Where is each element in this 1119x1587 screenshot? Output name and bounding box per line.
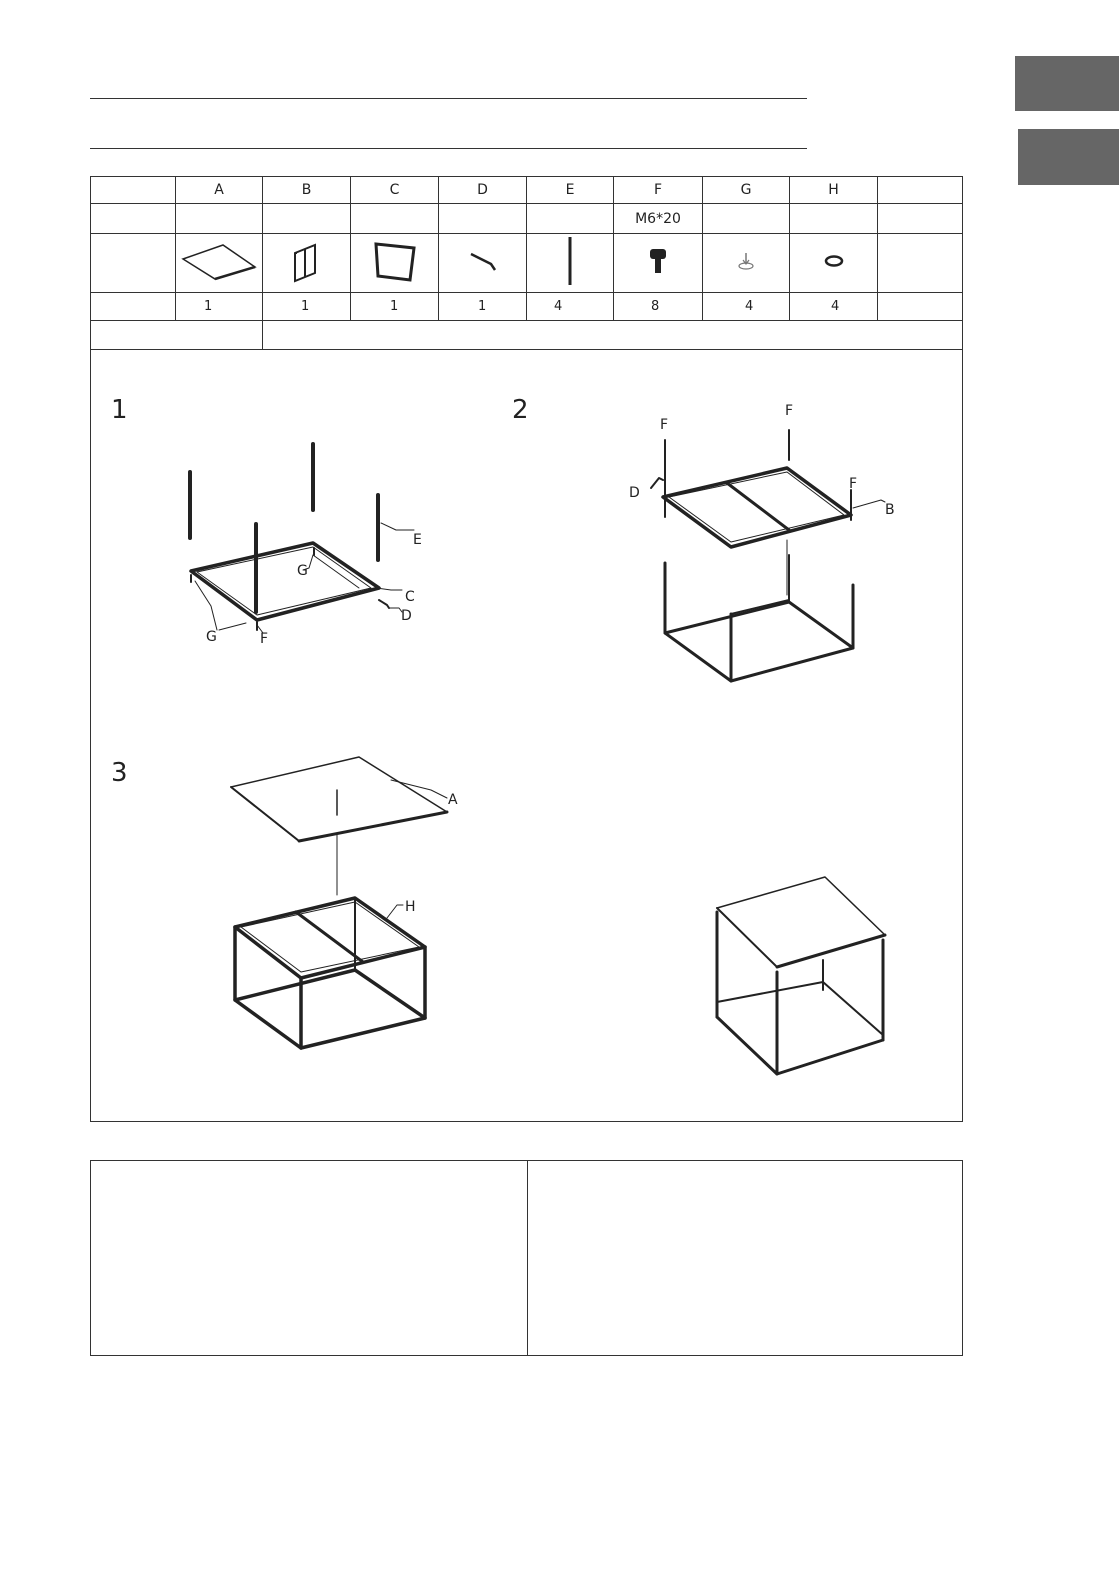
side-tab-upper[interactable] [1015,56,1119,111]
table-cell-empty [91,293,176,321]
allen-key-icon [463,246,503,276]
callout-h: H [405,899,416,915]
parts-icon-row [91,234,963,293]
notes-box [90,1160,963,1356]
part-spec [790,204,878,234]
tabletop-panel-icon [179,241,259,281]
assembly-drawing [91,350,962,1121]
callout-g-inner: G [297,563,308,579]
notes-divider [527,1161,528,1355]
table-cell-empty [91,177,176,204]
part-icon-cell [176,234,263,293]
header-rule-bottom [90,148,807,149]
part-spec [703,204,790,234]
step-2-illustration [651,430,885,681]
callout-f-right: F [849,476,858,492]
part-spec [439,204,527,234]
parts-quantity-row [91,293,963,321]
parts-table [90,176,963,350]
part-spec [351,204,439,234]
part-quantity: 1 [351,293,439,321]
part-quantity: 1 [439,293,527,321]
part-letter: B [263,177,351,204]
part-letter: F [614,177,703,204]
part-quantity: 1 [263,293,351,321]
pad-icon [822,253,846,269]
adjustable-foot-icon [734,249,758,273]
callout-d-step1: D [401,608,412,624]
part-quantity: 4 [703,293,790,321]
step-number-1: 1 [111,395,128,425]
bolt-icon [646,246,670,276]
side-tab-lower[interactable] [1018,129,1119,185]
part-letter: E [527,177,614,204]
table-cell-empty [878,234,963,293]
part-icon-cell [790,234,878,293]
part-icon-cell [527,234,614,293]
middle-frame-icon [287,239,327,283]
part-quantity: 1 [176,293,263,321]
callout-b: B [885,502,895,518]
part-spec [527,204,614,234]
callout-f-step1: F [260,631,269,647]
callout-c: C [405,589,415,605]
part-quantity: 4 [527,293,614,321]
assembly-diagram [90,349,963,1122]
part-icon-cell [439,234,527,293]
part-spec [263,204,351,234]
part-letter: H [790,177,878,204]
callout-g-outer: G [206,629,217,645]
part-quantity: 4 [790,293,878,321]
part-letter: G [703,177,790,204]
part-quantity: 8 [614,293,703,321]
part-letter: A [176,177,263,204]
table-cell-empty [91,234,176,293]
callout-e: E [413,532,422,548]
callout-d-step2: D [629,485,640,501]
step-3-illustration [231,757,885,1074]
table-cell-empty [878,293,963,321]
top-frame-icon [370,238,420,284]
step-number-2: 2 [512,395,529,425]
leg-tube-icon [560,234,580,288]
callout-f-center: F [785,403,794,419]
parts-spec-row [91,204,963,234]
table-cell-empty [878,177,963,204]
callout-a: A [448,792,458,808]
part-letter: C [351,177,439,204]
callout-f-left: F [660,417,669,433]
header-rule-top [90,98,807,99]
part-icon-cell [614,234,703,293]
step-number-3: 3 [111,758,128,788]
part-spec: M6*20 [614,204,703,234]
table-cell-empty [91,321,263,350]
part-letter: D [439,177,527,204]
step-1-illustration [190,444,414,633]
table-cell-empty [263,321,963,350]
part-icon-cell [351,234,439,293]
part-spec [176,204,263,234]
table-cell-empty [91,204,176,234]
part-icon-cell [263,234,351,293]
table-cell-empty [878,204,963,234]
parts-letter-row [91,177,963,204]
parts-footer-row [91,321,963,350]
part-icon-cell [703,234,790,293]
